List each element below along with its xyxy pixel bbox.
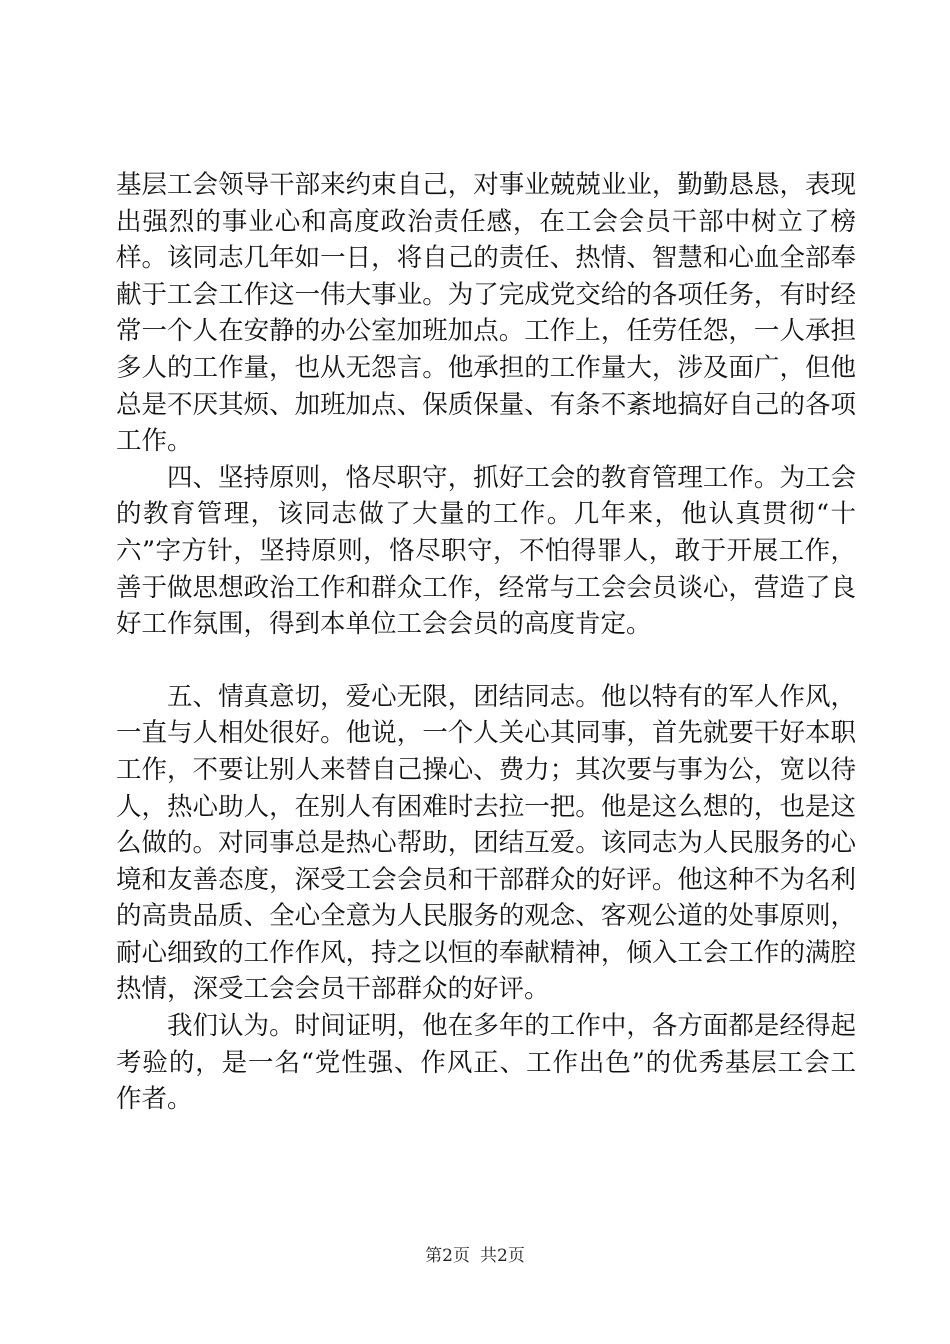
document-body <box>116 167 856 1118</box>
paragraph-continuation: 基层工会领导干部来约束自己，对事业兢兢业业，勤勤恳恳，表现出强烈的事业心和高度政治责任感，在工会会员干部中树立了榜样。该同志几年如一日，将自己的责任、热情、智慧和心血全部奉献于工会工作这一伟大事业。为了完成党交给的各项任务，有时经常一个人在安静的办公室加班加点。工作上，任劳任怨，一人承担多人的工作量，也从无怨言。他承担的工作量大，涉及面广，但他总是不厌其烦、加班加点、保质保量、有条不紊地搞好自己的各项工作。 <box>116 170 856 457</box>
page-footer <box>0 1245 950 1267</box>
page-total: 共2页 <box>480 1246 525 1266</box>
page-number: 第2页 <box>425 1246 470 1266</box>
paragraph-spacer <box>116 643 856 679</box>
paragraph-section-four: 四、坚持原则，恪尽职守，抓好工会的教育管理工作。为工会的教育管理，该同志做了大量的工作。几年来，他认真贯彻“十六”字方针，坚持原则，恪尽职守，不怕得罪人，敢于开展工作，善于做思想政治工作和群众工作，经常与工会会员谈心，营造了良好工作氛围，得到本单位工会会员的高度肯定。 <box>116 462 856 640</box>
paragraph-conclusion: 我们认为。时间证明，他在多年的工作中，各方面都是经得起考验的，是一名“党性强、作风正、工作出色”的优秀基层工会工作者。 <box>116 1011 856 1115</box>
paragraph-section-five: 五、情真意切，爱心无限，团结同志。他以特有的军人作风，一直与人相处很好。他说，一个人关心其同事，首先就要干好本职工作，不要让别人来替自己操心、费力；其次要与事为公，宽以待人，热心助人，在别人有困难时去拉一把。他是这么想的，也是这么做的。对同事总是热心帮助，团结互爱。该同志为人民服务的心境和友善态度，深受工会会员和干部群众的好评。他这种不为名利的高贵品质、全心全意为人民服务的观念、客观公道的处事原则，耐心细致的工作作风，持之以恒的奉献精神，倾入工会工作的满腔热情，深受工会会员干部群众的好评。 <box>116 681 856 1005</box>
